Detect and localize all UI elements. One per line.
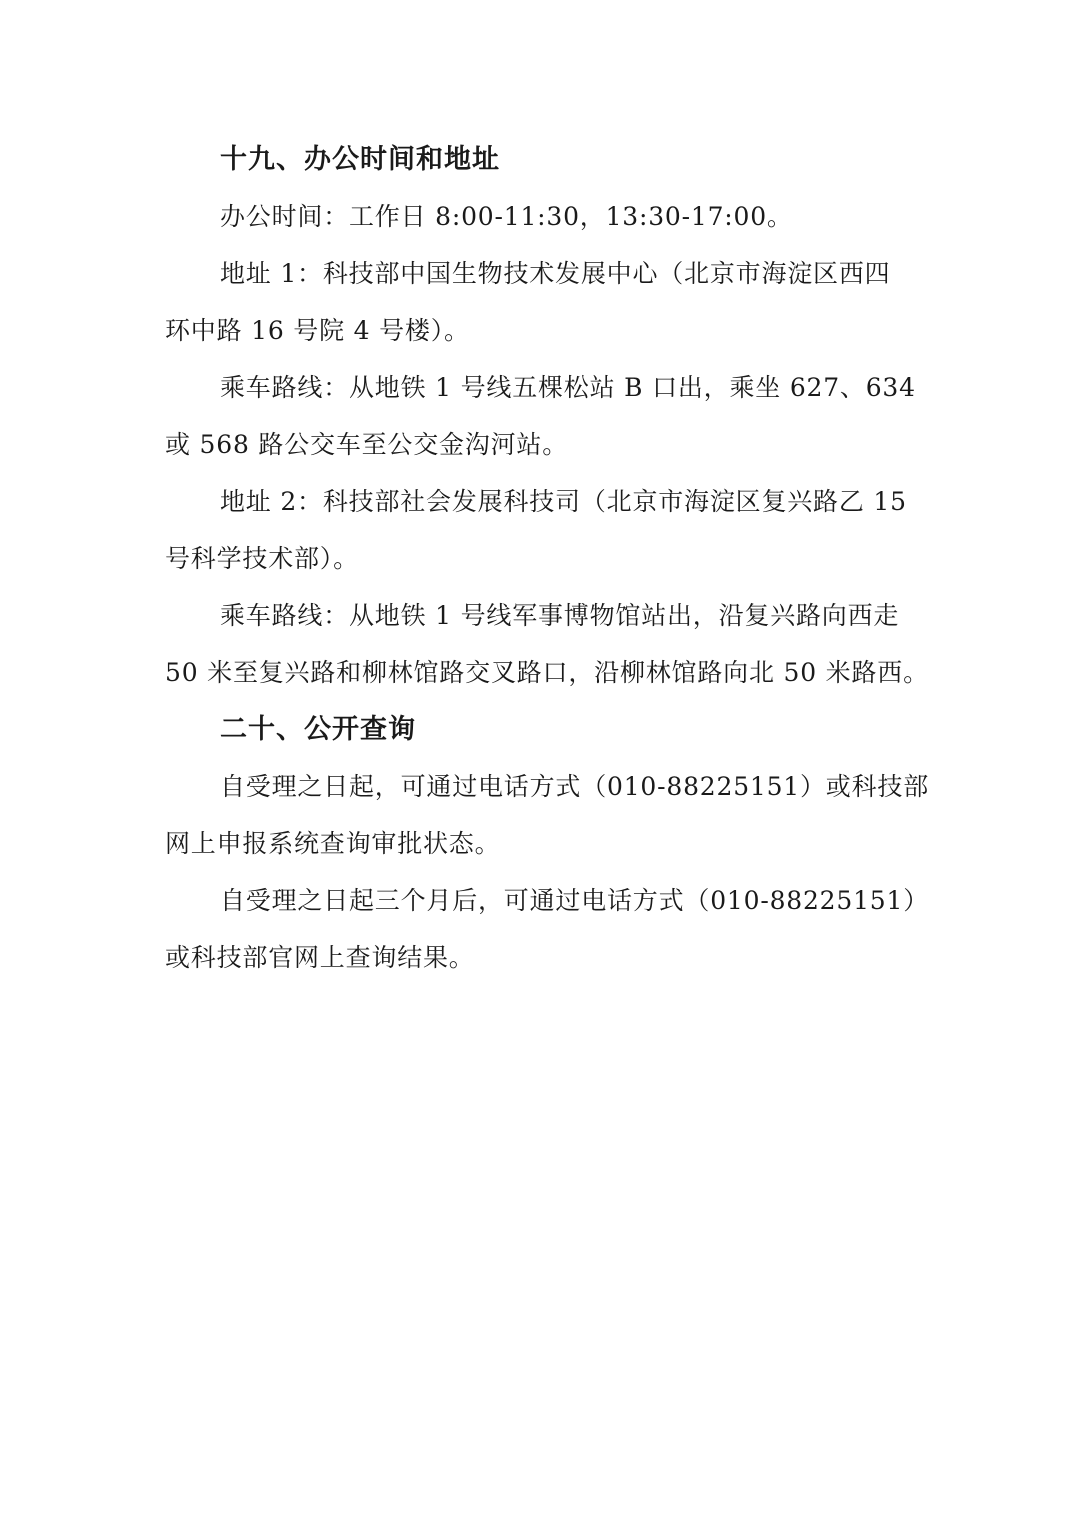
address-1-paragraph (165, 245, 917, 359)
address-1-line-1: 地址 1：科技部中国生物技术发展中心（北京市海淀区西四 (220, 259, 891, 288)
route-2-paragraph (165, 587, 929, 701)
route-1-paragraph (165, 359, 917, 473)
office-hours: 办公时间：工作日 8:00-11:30，13:30-17:00。 (220, 202, 793, 231)
query-1-paragraph (165, 758, 930, 872)
route-1-line-1: 乘车路线：从地铁 1 号线五棵松站 B 口出，乘坐 627、634 (220, 373, 916, 402)
query-1-line-2: 网上申报系统查询审批状态。 (165, 829, 501, 858)
query-1-line-1: 自受理之日起，可通过电话方式（010-88225151）或科技部 (220, 772, 930, 801)
query-2-paragraph (165, 872, 930, 986)
route-2-line-1: 乘车路线：从地铁 1 号线军事博物馆站出，沿复兴路向西走 (220, 601, 900, 630)
address-2-line-1: 地址 2：科技部社会发展科技司（北京市海淀区复兴路乙 15 (220, 487, 907, 516)
route-1-line-2: 或 568 路公交车至公交金沟河站。 (165, 430, 569, 459)
query-2-line-2: 或科技部官网上查询结果。 (165, 943, 475, 972)
query-2-line-1: 自受理之日起三个月后，可通过电话方式（010-88225151） (220, 886, 930, 915)
section-19-heading: 十九、办公时间和地址 (220, 144, 500, 175)
document-body (165, 131, 930, 986)
route-2-line-2: 50 米至复兴路和柳林馆路交叉路口，沿柳林馆路向北 50 米路西。 (165, 658, 929, 687)
address-2-paragraph (165, 473, 917, 587)
address-2-line-2: 号科学技术部）。 (165, 544, 359, 573)
address-1-line-2: 环中路 16 号院 4 号楼）。 (165, 316, 470, 345)
section-20-heading: 二十、公开查询 (220, 714, 416, 745)
